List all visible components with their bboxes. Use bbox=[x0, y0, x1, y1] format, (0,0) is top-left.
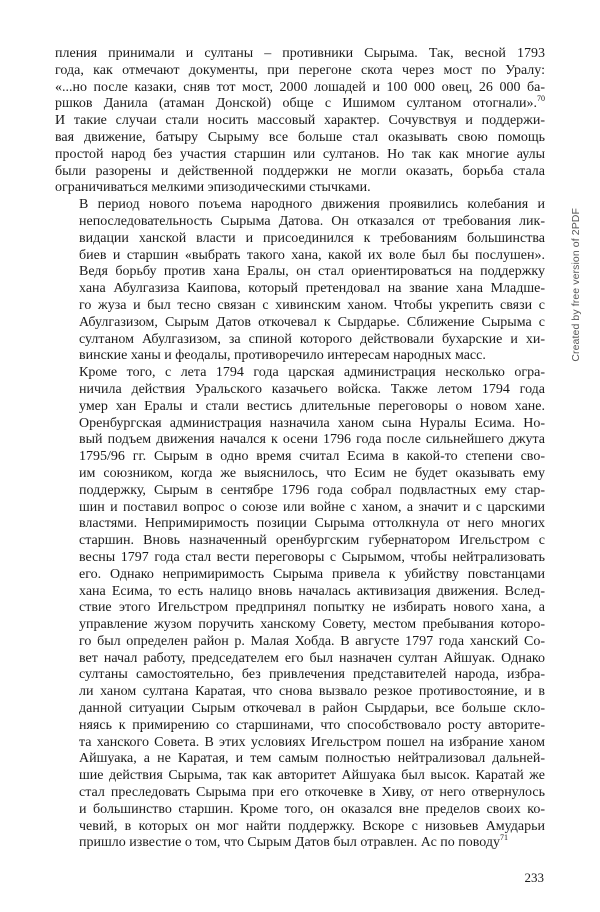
line-text: стал преследовать Сырыма при его откочевке в Хиву, от него отвернулось bbox=[79, 785, 545, 801]
line-text: хана Есима, то есть налицо вновь началась активизация движения. Вслед- bbox=[79, 583, 545, 599]
line-text: султаном Абулгазизом, за спиной которого действовали бухарские и хи- bbox=[79, 331, 545, 347]
text-line bbox=[55, 130, 545, 147]
text-line bbox=[55, 718, 545, 735]
text-line bbox=[55, 63, 545, 80]
line-text: го жуза и был тесно связан с хивинским ханом. Чтобы укрепить связи с bbox=[79, 297, 545, 313]
text-line bbox=[55, 634, 545, 651]
line-text: султаны самостоятельно, без привлечения представителей народа, избра- bbox=[79, 667, 545, 683]
line-text: чевий, в которых он мог найти поддержку. Вскоре с низовьев Амударьи bbox=[79, 818, 545, 834]
line-text: хана Абулгазиза Каипова, который претендовал на звание хана Младше- bbox=[79, 281, 545, 297]
line-text: ли ханом султана Каратая, что снова вызвало резкое противостояние, и в bbox=[79, 684, 545, 700]
paragraph bbox=[55, 46, 545, 197]
text-line bbox=[55, 180, 545, 197]
line-text: ничила действия Уральского казачьего войска. Также летом 1794 года bbox=[79, 381, 545, 397]
watermark: Created by free version of 2PDF bbox=[570, 208, 582, 362]
text-line bbox=[55, 399, 545, 416]
line-text: Оренбургская администрация назначила ханом сына Нуралы Есима. Но- bbox=[79, 415, 545, 431]
text-line bbox=[55, 785, 545, 802]
text-line bbox=[55, 567, 545, 584]
line-text: видации ханской власти и присоединился к требованиям большинства bbox=[79, 230, 545, 246]
line-text: И такие случаи стали носить массовый характер. Сочувствуя и поддержи- bbox=[55, 113, 545, 129]
text-line bbox=[55, 684, 545, 701]
line-text: вет начал работу, председателем его был назначен султан Айшуак. Однако bbox=[79, 650, 545, 666]
text-line bbox=[55, 147, 545, 164]
footnote-marker: 71 bbox=[500, 833, 509, 843]
line-text: пришло известие о том, что Сырым Датов был отравлен. Ас по поводу bbox=[79, 835, 501, 851]
text-line bbox=[55, 600, 545, 617]
line-text: та ханского Совета. В этих условиях Игельстром пошел на избрание ханом bbox=[79, 734, 545, 750]
line-text: властями. Непримиримость позиции Сырыма оттолкнула от него многих bbox=[79, 516, 545, 532]
line-text: Абулгазизом, Сырым Датов откочевал к Сырдарье. Сближение Сырыма с bbox=[79, 314, 545, 330]
line-text: Айшуака, а не Каратая, и тем самым полностью нейтрализовал дальней- bbox=[79, 751, 545, 767]
text-line bbox=[55, 802, 545, 819]
line-text: ствие этого Игельстром предпринял попытку не избирать нового хана, а bbox=[79, 600, 545, 616]
line-text: ршков Данила (атаман Донской) обще с Ишимом султаном отогнали». bbox=[55, 96, 537, 112]
text-line bbox=[55, 113, 545, 130]
line-text: няясь к примирению со старшинами, что способствовало росту авторите- bbox=[79, 717, 545, 733]
page-text bbox=[55, 46, 545, 852]
line-text: ограничиваться мелкими эпизодическими стычками. bbox=[55, 180, 371, 196]
line-text: управление жузом поручить ханскому Совету, местом пребывания которо- bbox=[79, 617, 545, 633]
line-text: винские ханы и феодалы, противоречило интересам народных масс. bbox=[79, 348, 486, 364]
line-text: и большинство старшин. Кроме того, он оказался вне пределов своих ко- bbox=[79, 801, 545, 817]
text-line bbox=[55, 768, 545, 785]
line-text: В период нового поъема народного движения проявились колебания и bbox=[79, 197, 545, 213]
text-line bbox=[55, 416, 545, 433]
text-line bbox=[55, 516, 545, 533]
text-line bbox=[55, 164, 545, 181]
text-line bbox=[55, 735, 545, 752]
line-text: его. Однако непримиримость Сырыма привела к убийству повстанцами bbox=[79, 566, 545, 582]
text-line bbox=[55, 281, 545, 298]
text-line bbox=[55, 449, 545, 466]
paragraph bbox=[55, 365, 545, 852]
text-line bbox=[55, 96, 545, 113]
text-line bbox=[55, 667, 545, 684]
line-text: шин и поставил вопрос о союзе или войне с ханом, а значит и с царскими bbox=[79, 499, 545, 515]
text-line bbox=[55, 248, 545, 265]
paragraph bbox=[55, 197, 545, 365]
text-line bbox=[55, 819, 545, 836]
text-line bbox=[55, 617, 545, 634]
line-text: данной ситуации Сырым откочевал в район Сырдарьи, все больше скло- bbox=[79, 701, 545, 717]
text-line bbox=[55, 264, 545, 281]
footnote-marker: 70 bbox=[537, 94, 545, 104]
text-line bbox=[55, 483, 545, 500]
line-text: го был определен район р. Малая Хобда. В августе 1797 года ханский Со- bbox=[79, 633, 545, 649]
text-line bbox=[55, 348, 545, 365]
text-line bbox=[55, 500, 545, 517]
text-line bbox=[55, 651, 545, 668]
text-line bbox=[55, 835, 545, 852]
text-line bbox=[55, 231, 545, 248]
line-text: пления принимали и султаны – противники Сырыма. Так, весной 1793 bbox=[55, 46, 545, 61]
text-line bbox=[55, 533, 545, 550]
text-line bbox=[55, 751, 545, 768]
line-text: вый подъем движения начался к осени 1796 года после сильнейшего джута bbox=[79, 432, 545, 448]
line-text: биев и старшин «выбрать такого хана, какой их воле был бы послушен». bbox=[79, 247, 545, 263]
line-text: непоследовательность Сырыма Датова. Он отказался от требования лик- bbox=[79, 213, 545, 229]
text-line bbox=[55, 550, 545, 567]
line-text: 1795/96 гг. Сырым в одно время считал Есима в какой-то степени сво- bbox=[79, 449, 545, 465]
text-line bbox=[55, 365, 545, 382]
line-text: им союзником, когда же выяснилось, что Есим не будет оказывать ему bbox=[79, 465, 545, 481]
text-line bbox=[55, 214, 545, 231]
line-text: вая движение, батыру Сырыму все больше стал оказывать свою помощь bbox=[55, 129, 545, 145]
line-text: весны 1797 года стал вести переговоры с Сырымом, чтобы нейтрализовать bbox=[79, 549, 545, 565]
text-line bbox=[55, 315, 545, 332]
line-text: поддержку, Сырым в сентябре 1796 года собрал подвластных ему стар- bbox=[79, 482, 545, 498]
text-line bbox=[55, 197, 545, 214]
line-text: умер хан Ералы и стали вестись длительные переговоры о новом хане. bbox=[79, 398, 545, 414]
line-text: Ведя борьбу против хана Ералы, он стал ориентироваться на поддержку bbox=[79, 264, 545, 280]
line-text: простой народ без участия старшин или султанов. Но так как многие аулы bbox=[55, 146, 545, 162]
text-line bbox=[55, 332, 545, 349]
line-text: «...но после казаки, сняв тот мост, 2000 лошадей и 100 000 овец, 26 000 ба- bbox=[55, 79, 545, 95]
text-line bbox=[55, 382, 545, 399]
text-line bbox=[55, 298, 545, 315]
line-text: старшин. Вновь назначенный оренбургским губернатором Игельстром с bbox=[79, 533, 545, 549]
line-text: шие действия Сырыма, так как авторитет Айшуака был высок. Каратай же bbox=[79, 768, 545, 784]
page-number: 233 bbox=[524, 870, 544, 885]
line-text: года, как отмечают документы, при перегоне скота через мост по Уралу: bbox=[55, 62, 545, 78]
text-line bbox=[55, 46, 545, 63]
line-text: Кроме того, с лета 1794 года царская администрация несколько огра- bbox=[79, 365, 545, 381]
text-line bbox=[55, 432, 545, 449]
text-line bbox=[55, 584, 545, 601]
text-line bbox=[55, 80, 545, 97]
line-text: были разорены и действенной поддержки не могли оказать, борьба стала bbox=[55, 163, 545, 179]
text-line bbox=[55, 701, 545, 718]
text-line bbox=[55, 466, 545, 483]
